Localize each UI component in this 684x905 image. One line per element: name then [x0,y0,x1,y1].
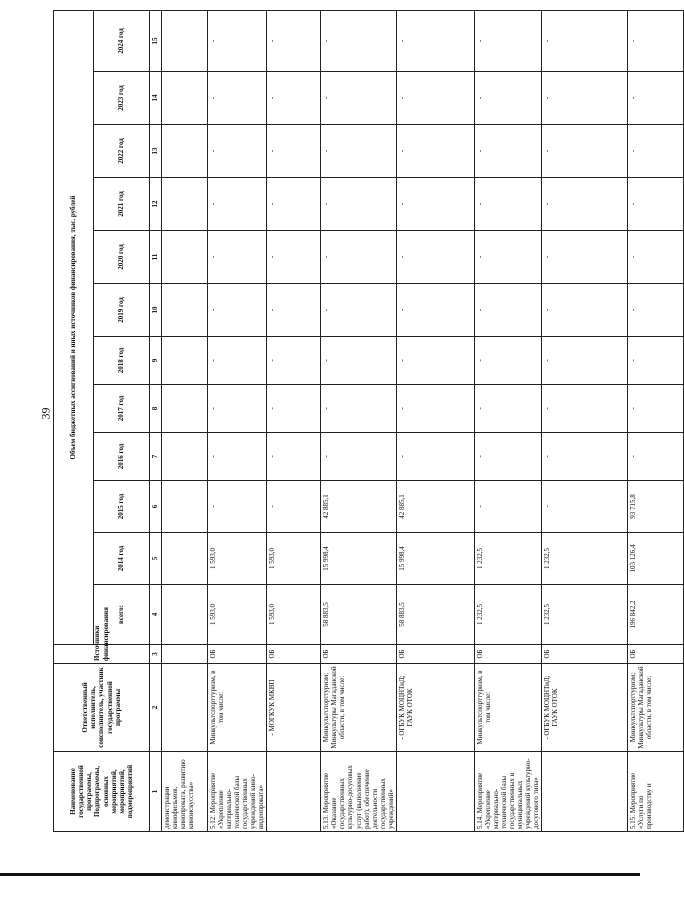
row-value: - [542,481,628,533]
row-value: - [208,125,267,178]
header-year-2021: 2021 год [94,178,150,231]
row-value: - [208,231,267,284]
row-value: - [628,10,684,71]
row-value: - [321,178,396,231]
header-year-2024: 2024 год [94,10,150,71]
col-number: 1 [150,752,162,832]
row-value: - [396,337,474,385]
col-number: 2 [150,664,162,752]
row-name [542,752,628,832]
row-total: 196 842,2 [628,585,684,645]
row-value: - [628,337,684,385]
header-year-2019: 2019 год [94,284,150,337]
row-responsible: - МОГКУК МКВП [267,664,321,752]
row-value: 15 998,4 [321,533,396,585]
row-value: 1 232,5 [542,533,628,585]
row-value: - [542,284,628,337]
row-value [162,10,208,71]
row-value: 42 885,1 [321,481,396,533]
row-source: ОБ [628,645,684,664]
col-number: 10 [150,284,162,337]
row-value [162,231,208,284]
row-value: - [396,231,474,284]
row-value: - [474,231,541,284]
page-number: 39 [38,407,53,420]
table-row [396,10,474,831]
header-total: всего: [94,585,150,645]
row-value: - [267,125,321,178]
row-value: - [267,433,321,481]
row-value: - [474,125,541,178]
col-number: 8 [150,385,162,433]
row-value: - [396,385,474,433]
row-source [162,645,208,664]
row-value: - [474,72,541,125]
table-row [542,10,628,831]
row-responsible: Минкультспорттуризм; Минкультуры Магаданской области, в том числе: [628,664,684,752]
row-responsible: - ОГБУК МОЦНТиД; ГАУК ОТОК [542,664,628,752]
col-number: 13 [150,125,162,178]
row-value: 103 126,4 [628,533,684,585]
row-value: - [396,178,474,231]
row-value [162,337,208,385]
col-number: 14 [150,72,162,125]
header-year-2016: 2016 год [94,433,150,481]
row-source: ОБ [267,645,321,664]
row-value: - [267,178,321,231]
row-value: - [321,385,396,433]
row-value [162,72,208,125]
row-total: 58 883,5 [321,585,396,645]
header-year-2023: 2023 год [94,72,150,125]
row-source: ОБ [321,645,396,664]
row-value: - [267,385,321,433]
header-responsible: Ответственный исполнитель, соисполнитель, участник государственной программы [54,664,150,752]
row-total: 1 593,0 [208,585,267,645]
table-body [162,10,684,831]
row-value: 42 885,1 [396,481,474,533]
row-responsible [162,664,208,752]
row-value: - [208,178,267,231]
row-value: - [208,72,267,125]
row-name [396,752,474,832]
row-name: 5.12. Мероприятие «Укрепление материально-технической базы государственных учреждений кино-видеопроката» [208,752,267,832]
row-name: 5.15. Мероприятие «Услуги по производству и [628,752,684,832]
row-value: - [208,337,267,385]
header-volume-title: Объем бюджетных ассигнований и иных источников финансирования, тыс. рублей [54,10,94,644]
row-value: - [208,284,267,337]
row-value: - [267,72,321,125]
table-row [321,10,396,831]
row-value: - [267,481,321,533]
row-name: 5.13. Мероприятие «Оказание государственных культурно-досуговых услуг (выполнение работ), обеспечение деятельности государственных учреждений» [321,752,396,832]
bottom-rule [0,873,640,876]
col-number: 7 [150,433,162,481]
row-value: - [267,337,321,385]
row-total: 1 232,5 [542,585,628,645]
row-value: - [474,337,541,385]
row-total: 1 232,5 [474,585,541,645]
row-value: - [542,178,628,231]
row-value [162,284,208,337]
row-value: - [321,231,396,284]
row-value: - [628,433,684,481]
col-number: 4 [150,585,162,645]
row-value: - [396,125,474,178]
row-value: - [474,284,541,337]
header-year-2018: 2018 год [94,337,150,385]
financing-table [53,10,684,832]
row-name: 5.14. Мероприятие «Укрепление материально-технической базы государственных и муниципальных учреждений культурно-досугового типа» [474,752,541,832]
row-value: - [628,231,684,284]
row-value: 15 998,4 [396,533,474,585]
row-value: 1 593,0 [208,533,267,585]
row-responsible: Минкультспорттуризм, в том числе: [474,664,541,752]
row-value: - [321,433,396,481]
col-number: 9 [150,337,162,385]
row-value: - [208,385,267,433]
col-number: 15 [150,10,162,71]
row-value: - [542,10,628,71]
row-value: 1 232,5 [474,533,541,585]
row-value: - [628,178,684,231]
row-value: - [542,385,628,433]
row-value: - [267,231,321,284]
row-value: - [542,72,628,125]
row-value: - [321,10,396,71]
row-responsible: - ОГБУК МОЦНТиД; ГАУК ОТОК [396,664,474,752]
header-source: Источники финансирования [54,645,150,664]
table-row [162,10,208,831]
row-value [162,178,208,231]
row-value: - [542,125,628,178]
row-value: - [542,337,628,385]
row-name [267,752,321,832]
row-value: - [321,284,396,337]
table-row [208,10,267,831]
header-year-2014: 2014 год [94,533,150,585]
header-year-2015: 2015 год [94,481,150,533]
col-number: 3 [150,645,162,664]
row-value: - [208,481,267,533]
row-value: - [628,284,684,337]
row-value: - [396,284,474,337]
row-value: - [474,433,541,481]
row-value: - [542,433,628,481]
row-value [162,385,208,433]
col-number: 12 [150,178,162,231]
table-row [474,10,541,831]
row-value [162,533,208,585]
row-value: - [208,433,267,481]
row-total: 58 883,5 [396,585,474,645]
table-row [267,10,321,831]
row-source: ОБ [542,645,628,664]
header-year-2022: 2022 год [94,125,150,178]
col-number: 11 [150,231,162,284]
rotated-table-wrapper [53,10,654,832]
row-value: - [628,125,684,178]
row-value: - [267,284,321,337]
row-value: - [208,10,267,71]
row-name: демонстрации кинофильмов, кинопроката, развитию киноискусства» [162,752,208,832]
row-responsible: Минкультспорттуризм, в том числе: [208,664,267,752]
row-value: - [474,10,541,71]
row-value: - [396,433,474,481]
row-value: - [396,72,474,125]
row-value: - [628,385,684,433]
row-value: 93 715,8 [628,481,684,533]
row-value: - [321,125,396,178]
row-value: - [321,337,396,385]
row-value: 1 593,0 [267,533,321,585]
row-value: - [474,178,541,231]
header-year-2017: 2017 год [94,385,150,433]
row-value: - [474,385,541,433]
table-row [628,10,684,831]
row-value: - [474,481,541,533]
row-value: - [321,72,396,125]
row-source: ОБ [474,645,541,664]
row-value: - [267,10,321,71]
header-name: Наименование государственной программы, Подпрограммы, основных мероприятий, мероприятий, подмероприятий [54,752,150,832]
col-number: 6 [150,481,162,533]
row-value [162,125,208,178]
col-number: 5 [150,533,162,585]
header-year-2020: 2020 год [94,231,150,284]
row-value: - [628,72,684,125]
row-total [162,585,208,645]
row-responsible: Минкультспорттуризм; Минкультуры Магаданской области, в том числе: [321,664,396,752]
row-total: 1 593,0 [267,585,321,645]
row-value [162,481,208,533]
row-value [162,433,208,481]
row-value: - [396,10,474,71]
row-source: ОБ [396,645,474,664]
row-value: - [542,231,628,284]
row-source: ОБ [208,645,267,664]
